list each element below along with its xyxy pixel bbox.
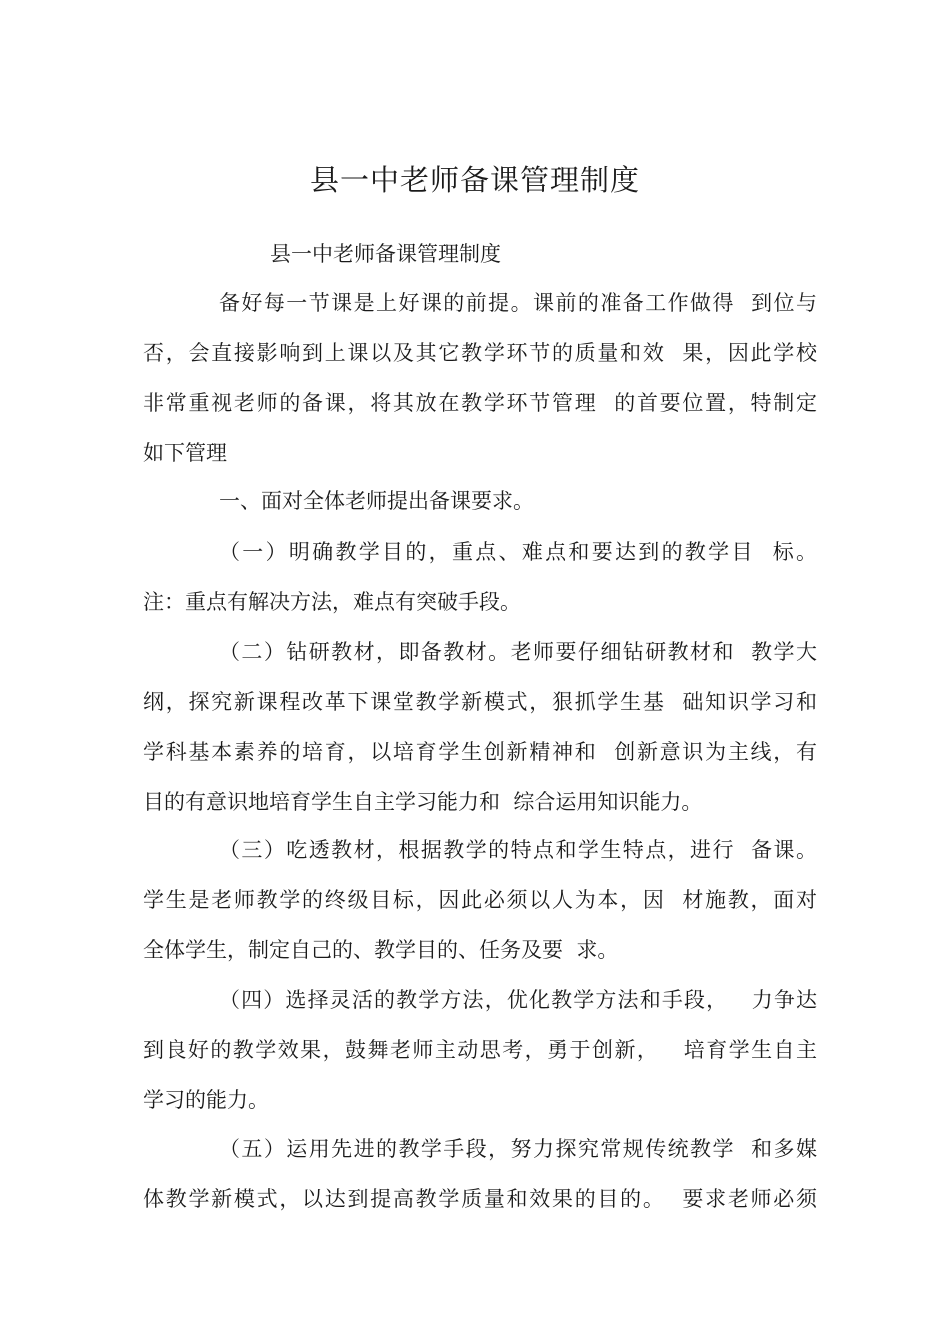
text-line: 非常重视老师的备课，将其放在教学环节管理 的首要位置，特制定 bbox=[143, 391, 817, 415]
paragraph-item-1 bbox=[143, 527, 817, 627]
text-line: 到良好的教学效果，鼓舞老师主动思考，勇于创新， 培育学生自主 bbox=[143, 1038, 817, 1062]
text-line: 一、面对全体老师提出备课要求。 bbox=[219, 489, 534, 513]
text-line: 如下管理 bbox=[143, 441, 227, 465]
text-line: 目的有意识地培育学生自主学习能力和 综合运用知识能力。 bbox=[143, 790, 703, 814]
document-title: 县一中老师备课管理制度 bbox=[309, 163, 640, 197]
paragraph-item-3 bbox=[143, 825, 817, 975]
text-line: （三）吃透教材，根据教学的特点和学生特点，进行 备课。 bbox=[219, 838, 817, 862]
text-line: 学生是老师教学的终级目标，因此必须以人为本，因 材施教，面对 bbox=[143, 888, 817, 912]
text-line: 注：重点有解决方法，难点有突破手段。 bbox=[143, 590, 521, 614]
text-line: 否，会直接影响到上课以及其它教学环节的质量和效 果，因此学校 bbox=[143, 341, 817, 365]
paragraph-item-4 bbox=[143, 975, 817, 1125]
text-line: 备好每一节课是上好课的前提。课前的准备工作做得 到位与 bbox=[219, 291, 817, 315]
paragraph-intro bbox=[143, 278, 817, 478]
text-line: （二）钻研教材，即备教材。老师要仔细钻研教材和 教学大 bbox=[219, 640, 817, 664]
paragraph-item-2 bbox=[143, 627, 817, 827]
text-line: （四）选择灵活的教学方法，优化教学方法和手段， 力争达 bbox=[219, 988, 817, 1012]
text-line: 全体学生，制定自己的、教学目的、任务及要 求。 bbox=[143, 938, 619, 962]
text-line: 学科基本素养的培育，以培育学生创新精神和 创新意识为主线，有 bbox=[143, 740, 817, 764]
text-line: （五）运用先进的教学手段，努力探究常规传统教学 和多媒 bbox=[219, 1137, 817, 1161]
text-line: 体教学新模式，以达到提高教学质量和效果的目的。 要求老师必须 bbox=[143, 1187, 817, 1211]
document-subtitle: 县一中老师备课管理制度 bbox=[270, 242, 501, 266]
text-line: （一）明确教学目的，重点、难点和要达到的教学目 标。 bbox=[219, 540, 817, 564]
paragraph-item-5 bbox=[143, 1124, 817, 1224]
text-line: 学习的能力。 bbox=[143, 1088, 269, 1112]
section-heading-1 bbox=[143, 476, 817, 526]
text-line: 纲，探究新课程改革下课堂教学新模式，狠抓学生基 础知识学习和 bbox=[143, 690, 817, 714]
